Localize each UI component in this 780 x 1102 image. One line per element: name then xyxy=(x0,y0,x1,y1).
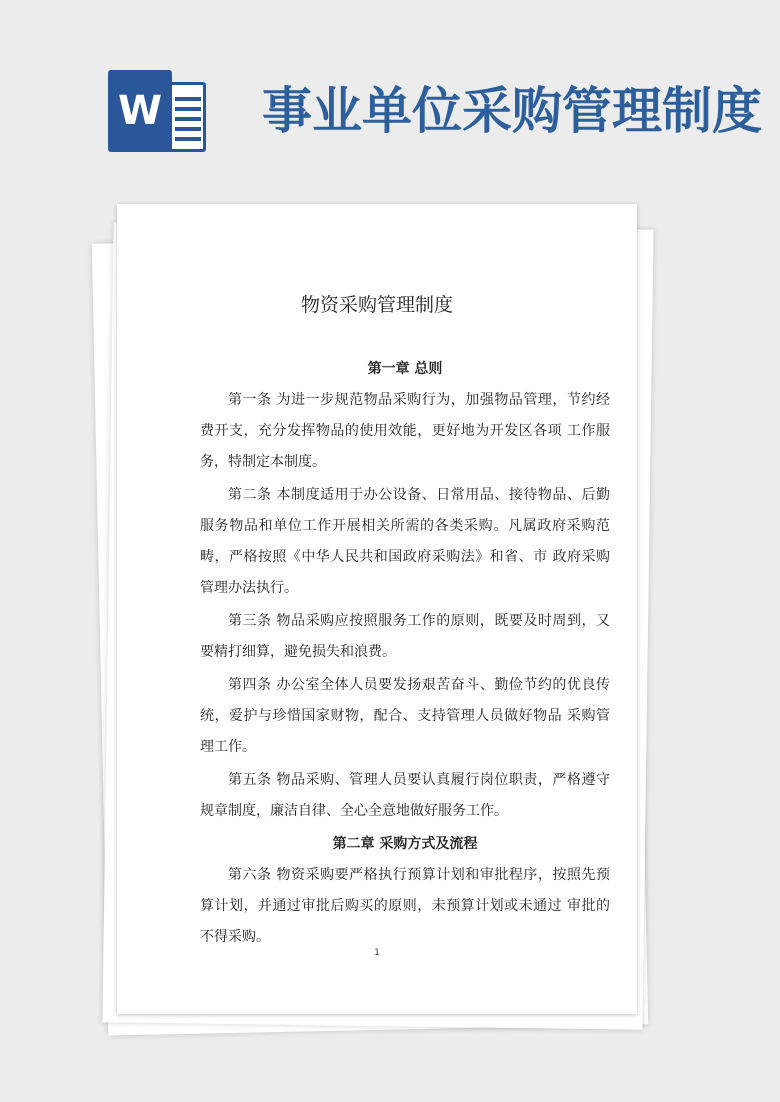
article-paragraph: 第五条 物品采购、管理人员要认真履行岗位职责，严格遵守规章制度，廉洁自律、全心全意地做好服务工作。 xyxy=(200,772,610,819)
article-paragraph: 第三条 物品采购应按照服务工作的原则，既要及时周到，又要精打细算，避免损失和浪费。 xyxy=(200,613,610,660)
word-icon xyxy=(108,70,208,152)
article-paragraph: 第一条 为进一步规范物品采购行为，加强物品管理，节约经费开支，充分发挥物品的使用效能，更好地为开发区各项 工作服务，特制定本制度。 xyxy=(200,392,610,470)
document-page xyxy=(117,204,637,1014)
document-title: 物资采购管理制度 xyxy=(300,294,453,316)
article-paragraph: 第六条 物资采购要严格执行预算计划和审批程序，按照先预算计划，并通过审批后购买的原则，未预算计划或未通过 审批的不得采购。 xyxy=(200,867,610,945)
page-number: 1 xyxy=(374,948,380,958)
document-body xyxy=(200,354,610,955)
banner-header xyxy=(0,0,780,200)
article-paragraph: 第四条 办公室全体人员要发扬艰苦奋斗、勤俭节约的优良传统，爱护与珍惜国家财物，配合、支持管理人员做好物品 采购管理工作。 xyxy=(200,677,610,755)
chapter-heading: 第一章 总则 xyxy=(367,361,443,377)
banner-title: 事业单位采购管理制度 xyxy=(262,81,762,140)
chapter-heading: 第二章 采购方式及流程 xyxy=(332,836,478,852)
article-paragraph: 第二条 本制度适用于办公设备、日常用品、接待物品、后勤服务物品和单位工作开展相关所需的各类采购。凡属政府采购范畴，严格按照《中华人民共和国政府采购法》和省、市 政府采购管理办法执行。 xyxy=(200,487,610,596)
word-badge: W xyxy=(108,70,172,152)
